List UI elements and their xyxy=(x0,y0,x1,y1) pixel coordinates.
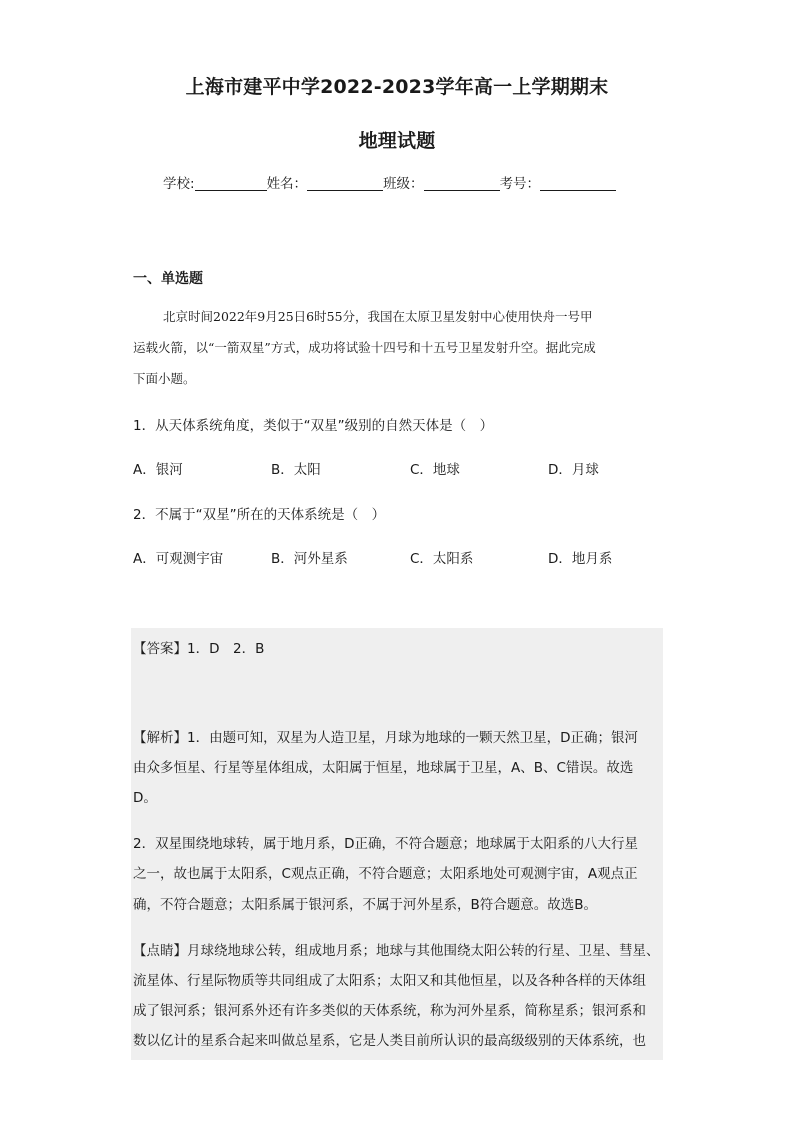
student-info-row xyxy=(163,172,616,192)
class-label: 班级： xyxy=(383,176,424,192)
exam-no-label: 考号： xyxy=(499,176,541,192)
analysis-line: 之一，故也属于太阳系，C观点正确，不符合题意；太阳系地处可观测宇宙，A观点正 xyxy=(133,866,638,882)
analysis-line: 确，不符合题意；太阳系属于银河系，不属于河外星系，B符合题意。故选B。 xyxy=(133,897,598,913)
q1-option-b[interactable]: B．太阳 xyxy=(271,462,321,478)
answer-line: 【答案】1．D 2．B xyxy=(133,641,265,657)
q2-option-a[interactable]: A．可观测宇宙 xyxy=(133,551,224,567)
exam-no-blank[interactable] xyxy=(540,176,616,191)
tip-line: 流星体、行星际物质等共同组成了太阳系；太阳又和其他恒星，以及各种各样的天体组 xyxy=(133,973,646,989)
name-blank[interactable] xyxy=(307,176,383,191)
page-subtitle: 地理试题 xyxy=(358,130,436,152)
school-label: 学校: xyxy=(163,176,195,192)
passage-line: 北京时间2022年9月25日6时55分，我国在太原卫星发射中心使用快舟一号甲 xyxy=(163,309,593,324)
name-label: 姓名： xyxy=(266,176,308,192)
school-blank[interactable] xyxy=(195,176,267,191)
tip-line: 数以亿计的星系合起来叫做总星系，它是人类目前所认识的最高级级别的天体系统，也 xyxy=(133,1033,646,1049)
passage-line: 运载火箭，以“一箭双星”方式，成功将试验十四号和十五号卫星发射升空。据此完成 xyxy=(133,340,596,355)
question-2-stem: 2．不属于“双星”所在的天体系统是（ ） xyxy=(133,507,386,523)
page-title: 上海市建平中学2022-2023学年高一上学期期末 xyxy=(185,76,609,98)
q2-option-d[interactable]: D．地月系 xyxy=(548,551,613,567)
tip-line: 成了银河系；银河系外还有许多类似的天体系统，称为河外星系，简称星系；银河系和 xyxy=(133,1003,646,1019)
section-heading: 一、单选题 xyxy=(133,271,203,287)
q1-option-d[interactable]: D．月球 xyxy=(548,462,599,478)
passage-line: 下面小题。 xyxy=(133,371,196,386)
q1-option-a[interactable]: A．银河 xyxy=(133,462,183,478)
analysis-line: 【解析】1．由题可知，双星为人造卫星，月球为地球的一颗天然卫星，D正确；银河 xyxy=(133,730,638,746)
q1-option-c[interactable]: C．地球 xyxy=(410,462,460,478)
class-blank[interactable] xyxy=(424,176,500,191)
question-1-stem: 1．从天体系统角度，类似于“双星”级别的自然天体是（ ） xyxy=(133,418,494,434)
q2-option-c[interactable]: C．太阳系 xyxy=(410,551,474,567)
tip-line: 【点睛】月球绕地球公转，组成地月系；地球与其他围绕太阳公转的行星、卫星、彗星、 xyxy=(133,943,660,959)
analysis-line: 由众多恒星、行星等星体组成，太阳属于恒星，地球属于卫星，A、B、C错误。故选 xyxy=(133,760,634,776)
analysis-line: D。 xyxy=(133,790,157,806)
q2-option-b[interactable]: B．河外星系 xyxy=(271,551,348,567)
analysis-line: 2．双星围绕地球转，属于地月系，D正确，不符合题意；地球属于太阳系的八大行星 xyxy=(133,836,638,852)
